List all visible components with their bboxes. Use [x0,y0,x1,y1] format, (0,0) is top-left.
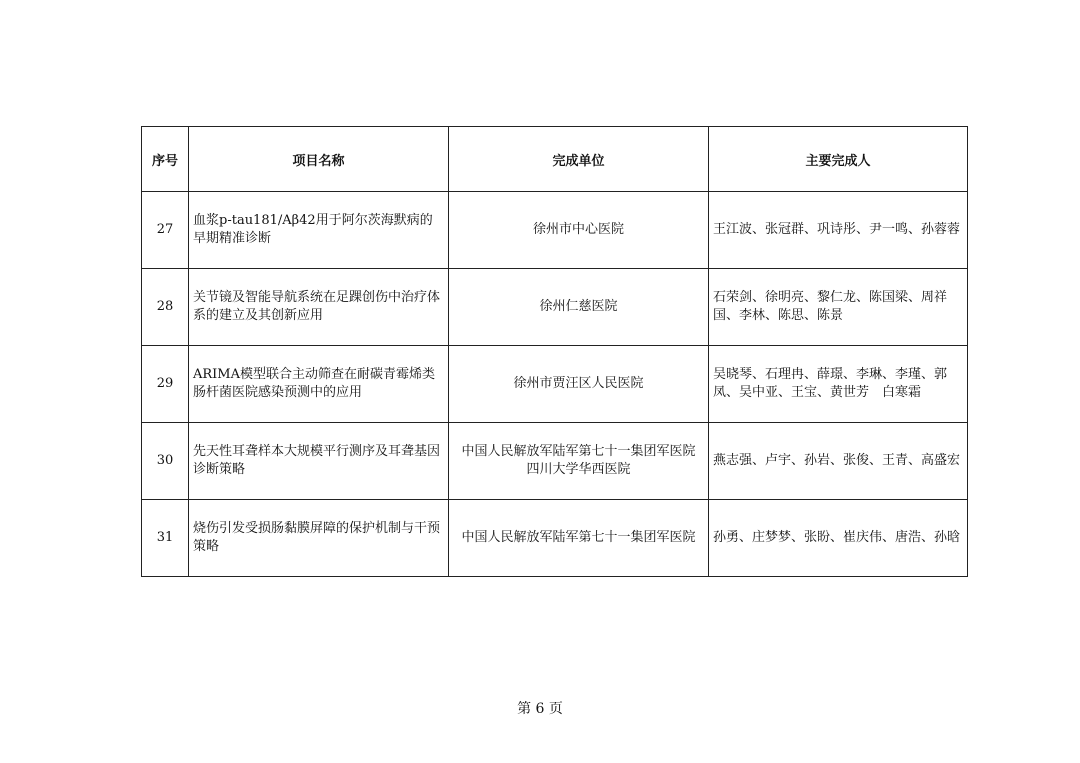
row-unit [449,500,709,577]
row-num: 27 [142,192,189,269]
row-unit [449,192,709,269]
row-unit [449,346,709,423]
unit-line: 中国人民解放军陆军第七十一集团军医院 [461,530,696,545]
table-row [142,346,968,423]
header-people: 主要完成人 [709,127,968,192]
row-people: 吴晓琴、石理冉、薛璟、李琳、李瑾、郭凤、吴中亚、王宝、黄世芳 白寒霜 [709,346,968,423]
row-people: 燕志强、卢宇、孙岩、张俊、王青、高盛宏 [709,423,968,500]
row-project-name: 烧伤引发受损肠黏膜屏障的保护机制与干预策略 [189,500,449,577]
header-unit: 完成单位 [449,127,709,192]
header-project-name: 项目名称 [189,127,449,192]
row-unit [449,423,709,500]
table-row [142,192,968,269]
row-num: 28 [142,269,189,346]
row-project-name: 关节镜及智能导航系统在足踝创伤中治疗体系的建立及其创新应用 [189,269,449,346]
row-project-name: 先天性耳聋样本大规模平行测序及耳聋基因诊断策略 [189,423,449,500]
table-row [142,500,968,577]
unit-line: 徐州市中心医院 [532,222,624,237]
row-num: 31 [142,500,189,577]
row-people: 孙勇、庄梦梦、张盼、崔庆伟、唐浩、孙晗 [709,500,968,577]
page-number: 第 6 页 [517,701,563,717]
row-num: 30 [142,423,189,500]
table-row [142,423,968,500]
table-row [142,269,968,346]
unit-line: 徐州仁慈医院 [539,299,618,314]
row-unit [449,269,709,346]
unit-line: 徐州市贾汪区人民医院 [513,376,644,391]
row-project-name: 血浆p-tau181/Aβ42用于阿尔茨海默病的早期精准诊断 [189,192,449,269]
row-people: 王江波、张冠群、巩诗彤、尹一鸣、孙蓉蓉 [709,192,968,269]
header-num: 序号 [142,127,189,192]
unit-line: 四川大学华西医院 [526,462,631,477]
awards-table [141,126,968,577]
row-num: 29 [142,346,189,423]
unit-line: 中国人民解放军陆军第七十一集团军医院 [461,444,696,459]
row-people: 石荣剑、徐明亮、黎仁龙、陈国梁、周祥国、李林、陈思、陈景 [709,269,968,346]
row-project-name: ARIMA模型联合主动筛查在耐碳青霉烯类肠杆菌医院感染预测中的应用 [189,346,449,423]
table-header-row [142,127,968,192]
